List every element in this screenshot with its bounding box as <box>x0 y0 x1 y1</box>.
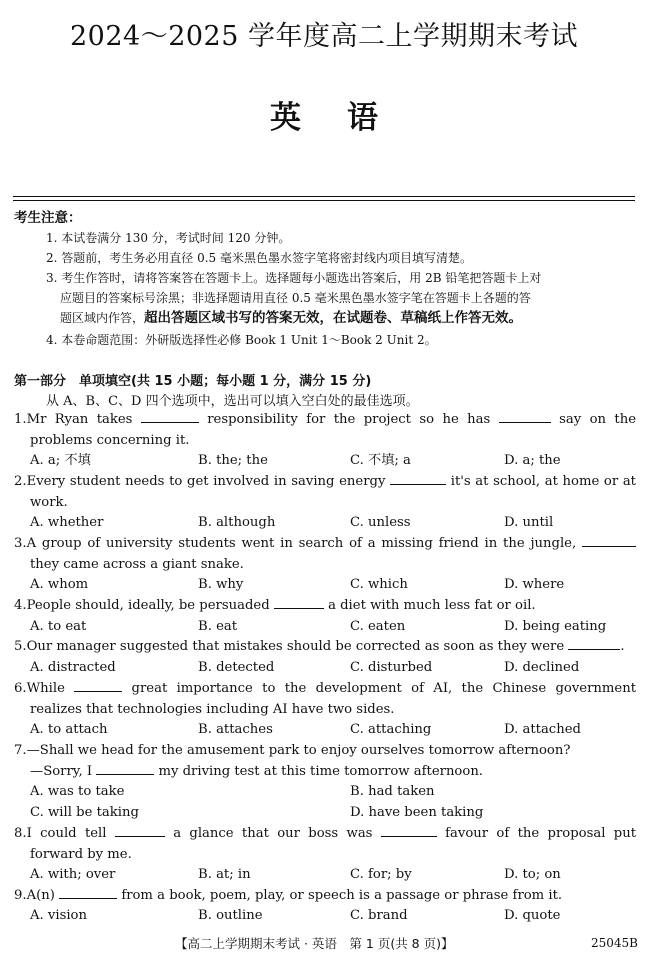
question-text: say on the <box>559 412 637 427</box>
option-b: B. detected <box>198 660 275 675</box>
option-c: C. unless <box>350 515 411 530</box>
answer-blank <box>74 679 122 692</box>
answer-blank <box>499 410 551 423</box>
question-text: Mr Ryan takes <box>26 412 133 427</box>
question-text: great importance to the development of AI, the Chinese government <box>131 681 636 696</box>
notice-item-3: 3. 考生作答时，请将答案答在答题卡上。选择题每小题选出答案后，用 2B 铅笔把答题卡上对 <box>46 271 542 285</box>
question-number: 6. <box>14 681 27 696</box>
notice-item-1: 1. 本试卷满分 130 分，考试时间 120 分钟。 <box>46 231 291 245</box>
question-1 <box>14 410 636 431</box>
notice-item-4: 4. 本卷命题范围：外研版选择性必修 Book 1 Unit 1～Book 2 Unit 2。 <box>46 333 437 347</box>
option-b: B. had taken <box>350 784 435 799</box>
question-text: my driving test at this time tomorrow afternoon. <box>158 764 483 779</box>
page-footer: 【高二上学期期末考试 · 英语 第 1 页(共 8 页)】 <box>175 936 454 951</box>
question-text: Our manager suggested that mistakes should be corrected as soon as they were <box>26 639 565 654</box>
question-text: People should, ideally, be persuaded <box>26 598 270 613</box>
option-c: C. which <box>350 577 408 592</box>
question-text: favour of the proposal put <box>445 826 636 841</box>
question-7 <box>14 741 636 762</box>
question-number: 2. <box>14 474 27 489</box>
option-b: B. at; in <box>198 867 251 882</box>
option-a: A. whether <box>30 515 104 530</box>
option-a: A. vision <box>30 908 87 923</box>
answer-blank <box>568 637 620 650</box>
subject-title: 英语 <box>270 100 424 136</box>
section-instruction: 从 A、B、C、D 四个选项中，选出可以填入空白处的最佳选项。 <box>46 394 419 409</box>
question-number: 8. <box>14 826 27 841</box>
exam-code: 25045B <box>591 936 638 950</box>
question-number: 9. <box>14 888 27 903</box>
option-a: A. was to take <box>30 784 125 799</box>
question-6 <box>14 679 636 700</box>
question-text: from a book, poem, play, or speech is a passage or phrase from it. <box>121 888 563 903</box>
notice-item-2: 2. 答题前，考生务必用直径 0.5 毫米黑色墨水签字笔将密封线内项目填写清楚。 <box>46 251 472 265</box>
question-number: 5. <box>14 639 27 654</box>
answer-blank <box>59 886 117 899</box>
option-c: C. brand <box>350 908 408 923</box>
option-c: C. attaching <box>350 722 432 737</box>
question-2 <box>14 472 636 493</box>
option-a: A. a; 不填 <box>30 453 91 468</box>
notice-heading: 考生注意： <box>14 210 82 226</box>
option-b: B. eat <box>198 619 238 634</box>
option-c: C. for; by <box>350 867 412 882</box>
question-text: —Shall we head for the amusement park to enjoy ourselves tomorrow afternoon? <box>26 743 571 758</box>
question-6-cont: realizes that technologies including AI have two sides. <box>30 702 395 717</box>
option-a: A. whom <box>30 577 89 592</box>
question-text: a glance that our boss was <box>173 826 373 841</box>
option-b: B. attaches <box>198 722 273 737</box>
question-9 <box>14 886 636 907</box>
question-4 <box>14 596 636 617</box>
option-b: B. the; the <box>198 453 268 468</box>
option-d: D. declined <box>504 660 580 675</box>
question-text: responsibility for the project so he has <box>207 412 491 427</box>
question-text: . <box>620 639 625 654</box>
answer-blank <box>96 762 154 775</box>
option-d: D. have been taking <box>350 805 484 820</box>
question-2-cont: work. <box>30 495 68 510</box>
answer-blank <box>115 824 165 837</box>
option-d: D. until <box>504 515 554 530</box>
option-a: A. to eat <box>30 619 87 634</box>
answer-blank <box>381 824 437 837</box>
option-b: B. although <box>198 515 276 530</box>
notice-item-3-cont: 应题目的答案标号涂黑；非选择题请用直径 0.5 毫米黑色墨水签字笔在答题卡上各题的答 <box>60 291 531 305</box>
question-5 <box>14 637 636 658</box>
option-c: C. will be taking <box>30 805 139 820</box>
question-text: I could tell <box>26 826 107 841</box>
question-text: —Sorry, I <box>30 764 93 779</box>
option-d: D. to; on <box>504 867 561 882</box>
option-a: A. with; over <box>30 867 116 882</box>
exam-title: 2024～2025 学年度高二上学期期末考试 <box>69 21 578 52</box>
option-d: D. being eating <box>504 619 607 634</box>
question-number: 7. <box>14 743 27 758</box>
divider-line <box>13 196 635 197</box>
option-b: B. outline <box>198 908 263 923</box>
option-c: C. eaten <box>350 619 406 634</box>
question-number: 1. <box>14 412 27 427</box>
option-d: D. a; the <box>504 453 561 468</box>
question-text: it's at school, at home or at <box>450 474 636 489</box>
question-8 <box>14 824 636 845</box>
question-text: While <box>26 681 65 696</box>
option-d: D. attached <box>504 722 581 737</box>
question-3-cont: they came across a giant snake. <box>30 557 244 572</box>
option-a: A. to attach <box>30 722 108 737</box>
option-b: B. why <box>198 577 244 592</box>
question-text: A(n) <box>26 888 55 903</box>
section-heading: 第一部分 单项填空(共 15 小题；每小题 1 分，满分 15 分) <box>14 374 372 389</box>
divider-line-thin <box>13 200 635 201</box>
question-1-cont: problems concerning it. <box>30 433 190 448</box>
notice-warning: 超出答题区域书写的答案无效，在试题卷、草稿纸上作答无效。 <box>144 310 523 326</box>
question-text: A group of university students went in search of a missing friend in the jungle, <box>26 536 577 551</box>
answer-blank <box>582 534 636 547</box>
question-7-reply <box>30 762 483 783</box>
question-number: 4. <box>14 598 27 613</box>
question-number: 3. <box>14 536 27 551</box>
option-d: D. where <box>504 577 565 592</box>
question-3 <box>14 534 636 555</box>
answer-blank <box>390 472 446 485</box>
option-a: A. distracted <box>30 660 116 675</box>
option-c: C. disturbed <box>350 660 433 675</box>
question-text: a diet with much less fat or oil. <box>328 598 536 613</box>
notice-text: 题区域内作答， <box>60 311 145 325</box>
option-c: C. 不填; a <box>350 453 411 468</box>
answer-blank <box>274 596 324 609</box>
answer-blank <box>141 410 199 423</box>
option-d: D. quote <box>504 908 561 923</box>
question-text: Every student needs to get involved in saving energy <box>26 474 386 489</box>
notice-item-3-cont2 <box>60 308 522 328</box>
question-8-cont: forward by me. <box>30 847 132 862</box>
